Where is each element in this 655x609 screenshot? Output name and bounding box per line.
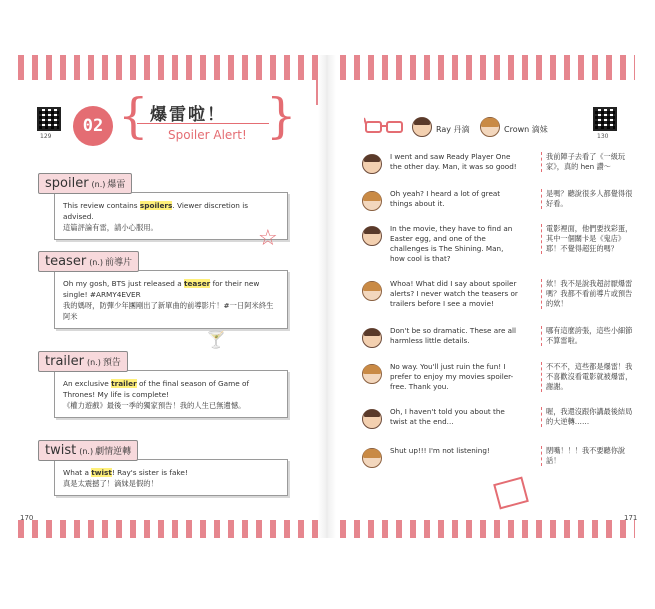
ray-avatar: [362, 226, 382, 246]
crown-avatar: [362, 281, 382, 301]
dialogue-english: I went and saw Ready Player One the other day. Man, it was so good!: [390, 152, 517, 171]
example-chinese: 《權力遊戲》最後一季的獨家預告！我的人生已無遺憾。: [63, 401, 246, 410]
qr-code-icon: [593, 107, 617, 131]
dialogue-english: In the movie, they have to find an Easter egg, and one of the challenges is The Shining. Man, how cool is that?: [390, 224, 513, 263]
example-english: An exclusive trailer of the final season of Game of Thrones! My life is complete!: [63, 379, 250, 399]
vocab-word-tab: [38, 251, 139, 272]
example-card: [54, 192, 288, 240]
vocab-word-tab: [38, 173, 132, 194]
dialogue-chinese: 不不不，這些都是爆雷！我不喜歡沒看電影就被爆雷，謝謝。: [541, 362, 634, 392]
crown-avatar: [480, 117, 500, 137]
highlighted-word: twist: [91, 468, 112, 477]
brace-right-icon: }: [266, 88, 297, 144]
qr-number-right: 130: [597, 133, 609, 140]
vocab-word: spoiler: [45, 176, 89, 191]
vocab-translation: 劇情逆轉: [95, 447, 132, 457]
3d-glasses-icon: [364, 116, 404, 136]
ray-avatar: [362, 409, 382, 429]
example-card: [54, 370, 288, 418]
ray-avatar: [412, 117, 432, 137]
vocab-entry-trailer: [38, 350, 288, 418]
dialogue-line: [362, 224, 633, 264]
title-divider: [137, 123, 269, 124]
dialogue-chinese: 電影裡面，他們要找彩蛋，其中一個關卡是《鬼店》耶！不覺得超狂的嗎？: [541, 224, 634, 254]
vocab-entry-spoiler: [38, 172, 288, 240]
dialogue-chinese: 哪有這麼誇張，這些小細節不算雷啦。: [541, 326, 634, 346]
vocab-word: twist: [45, 443, 77, 458]
dialogue-line: [362, 279, 633, 319]
example-chinese: 我的媽呀，防彈少年團剛出了新單曲的前導影片！#一日阿米終生阿米: [63, 301, 274, 321]
example-english: This review contains spoilers. Viewer discretion is advised.: [63, 201, 249, 221]
example-card: [54, 459, 288, 496]
dialogue-english: No way. You'll just ruin the fun! I prefer to enjoy my movies spoiler-free. Thank you.: [390, 362, 514, 391]
brace-left-icon: {: [118, 88, 149, 144]
vocab-word: trailer: [45, 354, 84, 369]
ray-avatar: [362, 154, 382, 174]
crown-avatar: [362, 191, 382, 211]
crown-avatar: [362, 448, 382, 468]
vocab-word-tab: [38, 440, 138, 461]
example-card: [54, 270, 288, 329]
dialogue-english: Oh yeah? I heard a lot of great things about it.: [390, 189, 501, 208]
dialogue-line: [362, 189, 633, 229]
character-name-ray: Ray 丹滴: [436, 125, 470, 134]
dialogue-english: Whoa! What did I say about spoiler alerts? I never watch the teasers or trailers before I see a movie!: [390, 279, 518, 308]
dialogue-line: [362, 326, 633, 366]
qr-code-icon: [37, 107, 61, 131]
dialogue-chinese: 是嗎？聽說很多人都覺得很好看。: [541, 189, 634, 209]
vocab-translation: 預告: [102, 358, 121, 368]
dialogue-english: Oh, I haven't told you about the twist at the end...: [390, 407, 505, 426]
vocab-translation: 爆雷: [107, 180, 126, 190]
example-english: Oh my gosh, BTS just released a teaser for their new single! #ARMY4EVER: [63, 279, 260, 299]
cocktail-glass-icon: 🍸: [206, 330, 226, 349]
vocab-word: teaser: [45, 254, 87, 269]
dialogue-line: [362, 152, 627, 192]
example-chinese: 真是太震撼了！滴妹是假的！: [63, 479, 158, 488]
dialogue-line: [362, 446, 627, 486]
vocab-entry-teaser: [38, 250, 288, 329]
dialogue-line: [362, 407, 633, 447]
vocab-pos: (n.): [89, 258, 104, 267]
dialogue-chinese: 閉嘴！！！我不要聽你說話！: [541, 446, 634, 466]
page-title-chinese: 爆雷啦！: [150, 105, 226, 125]
dialogue-english: Don't be so dramatic. These are all harmless little details.: [390, 326, 517, 345]
dialogue-chinese: 喔，我還沒跟你講最後結局的大逆轉……: [541, 407, 634, 427]
example-chinese: 這篇評論有雷，請小心服用。: [63, 223, 158, 232]
highlighted-word: teaser: [184, 279, 211, 288]
unit-number-badge: 02: [73, 106, 113, 146]
example-english: What a twist! Ray's sister is fake!: [63, 468, 188, 477]
highlighted-word: trailer: [111, 379, 137, 388]
vocab-pos: (n.): [91, 180, 106, 189]
dialogue-line: [362, 362, 633, 402]
star-doodle-icon: ☆: [258, 226, 278, 251]
dialogue-chinese: 欸！我不是說我超討厭爆雷嗎？我都不看前導片或預告的欸！: [541, 279, 634, 309]
vocab-pos: (n.): [86, 358, 101, 367]
page-number-left: 170: [20, 514, 34, 522]
highlighted-word: spoilers: [139, 201, 173, 210]
page-number-right: 171: [624, 514, 638, 522]
crown-avatar: [362, 364, 382, 384]
vocab-translation: 前導片: [105, 258, 133, 268]
ray-avatar: [362, 328, 382, 348]
page-title-english: Spoiler Alert!: [168, 128, 247, 142]
vocab-pos: (n.): [79, 447, 94, 456]
vocab-word-tab: [38, 351, 128, 372]
vocab-entry-twist: [38, 439, 288, 496]
character-name-crown: Crown 滴妹: [504, 125, 548, 134]
dialogue-chinese: 我前陣子去看了《一級玩家》，真的 hen 讚～: [541, 152, 634, 172]
dialogue-english: Shut up!!! I'm not listening!: [390, 446, 490, 455]
book-gutter: [318, 55, 336, 538]
qr-number-left: 129: [40, 133, 52, 140]
